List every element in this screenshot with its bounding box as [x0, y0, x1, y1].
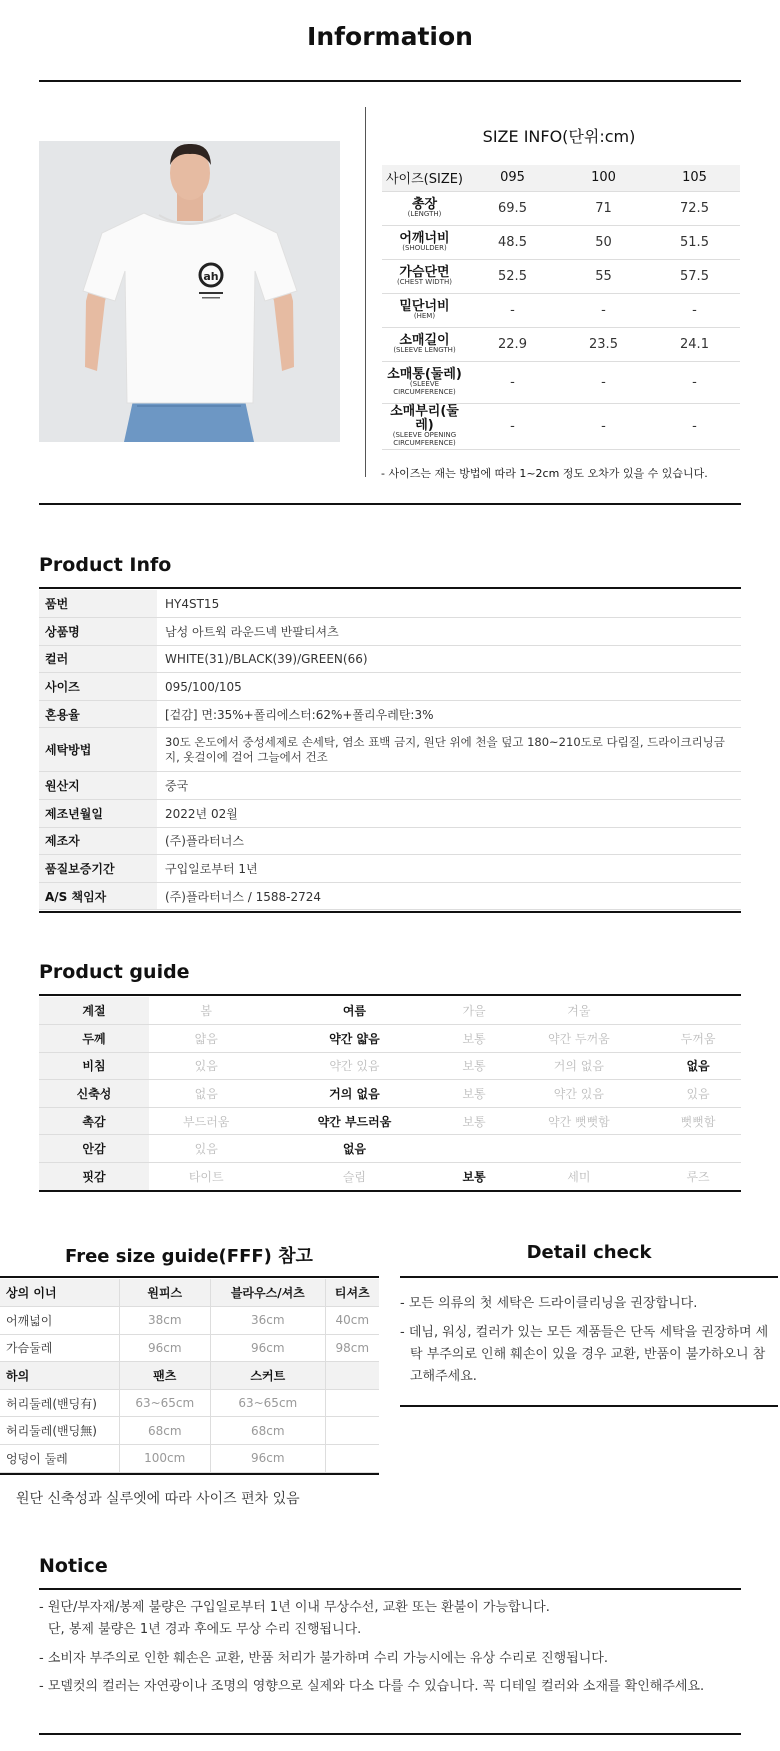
guide-key: 계절	[39, 997, 149, 1025]
guide-option: 약간 뻣뻣함	[503, 1107, 655, 1135]
size-row-length	[382, 191, 740, 225]
free-size-value: 63~65cm	[119, 1389, 211, 1417]
size-table-header	[382, 165, 740, 191]
notice-item: - 모델컷의 컬러는 자연광이나 조명의 영향으로 실제와 다소 다를 수 있습니다. 꼭 디테일 컬러와 소재를 확인해주세요.	[39, 1679, 705, 1694]
guide-row	[39, 1163, 741, 1191]
free-size-value: 38cm	[119, 1307, 211, 1335]
guide-row	[39, 1107, 741, 1135]
free-size-value: 100cm	[119, 1445, 211, 1473]
size-row-sublabel: (LENGTH)	[407, 210, 442, 219]
free-size-header-row	[0, 1362, 379, 1390]
free-size-value: 96cm	[119, 1334, 211, 1362]
size-value: -	[649, 403, 740, 449]
free-size-row	[0, 1417, 379, 1445]
guide-option	[655, 1135, 741, 1163]
free-size-row	[0, 1389, 379, 1417]
info-row	[39, 855, 741, 883]
size-row-sublabel: (SLEEVE OPENING CIRCUMFERENCE)	[392, 431, 457, 447]
size-row-sublabel: (SLEEVE CIRCUMFERENCE)	[393, 380, 456, 396]
divider	[0, 1473, 379, 1475]
divider	[39, 911, 741, 913]
size-value: 22.9	[467, 327, 558, 361]
size-value: 72.5	[649, 191, 740, 225]
size-value: -	[649, 293, 740, 327]
free-size-label: 허리둘레(밴딩無)	[0, 1417, 119, 1445]
size-header-label: 사이즈(SIZE)	[382, 165, 467, 191]
guide-row	[39, 1135, 741, 1163]
free-size-value: 68cm	[211, 1417, 326, 1445]
size-value: -	[558, 293, 649, 327]
size-value: 69.5	[467, 191, 558, 225]
guide-option: 겨울	[503, 997, 655, 1025]
size-header-095: 095	[467, 165, 558, 191]
free-size-row	[0, 1445, 379, 1473]
free-size-header-row	[0, 1279, 379, 1307]
guide-row	[39, 1080, 741, 1108]
free-size-row	[0, 1334, 379, 1362]
size-row-hem	[382, 293, 740, 327]
size-value: -	[467, 361, 558, 403]
guide-option: 슬림	[263, 1163, 445, 1191]
size-row-label: 밑단너비	[399, 298, 450, 314]
info-row	[39, 772, 741, 800]
info-value: 095/100/105	[157, 673, 741, 701]
free-size-note: 원단 신축성과 실루엣에 따라 사이즈 편차 있음	[16, 1491, 300, 1507]
size-value: 51.5	[649, 225, 740, 259]
info-value: (주)플라터너스	[157, 827, 741, 855]
info-key: 상품명	[39, 618, 157, 646]
guide-option: 보통	[445, 1080, 502, 1108]
info-row	[39, 882, 741, 910]
guide-option	[655, 997, 741, 1025]
size-value: -	[558, 403, 649, 449]
info-row	[39, 618, 741, 646]
free-size-value: 스커트	[211, 1362, 326, 1390]
product-info-title: Product Info	[39, 554, 172, 576]
detail-check-item: - 모든 의류의 첫 세탁은 드라이클리닝을 권장합니다.	[400, 1296, 698, 1311]
guide-option: 두꺼움	[655, 1025, 741, 1053]
size-value: 48.5	[467, 225, 558, 259]
guide-key: 두께	[39, 1025, 149, 1053]
info-row	[39, 645, 741, 673]
product-info-table	[39, 590, 741, 910]
guide-option: 없음	[655, 1052, 741, 1080]
info-value: [겉감] 면:35%+폴리에스터:62%+폴리우레탄:3%	[157, 700, 741, 728]
guide-option: 있음	[655, 1080, 741, 1108]
divider	[39, 587, 741, 589]
guide-option: 보통	[445, 1025, 502, 1053]
free-size-label: 하의	[0, 1362, 119, 1390]
size-value: 55	[558, 259, 649, 293]
guide-option: 얇음	[149, 1025, 263, 1053]
size-value: 24.1	[649, 327, 740, 361]
guide-key: 안감	[39, 1135, 149, 1163]
guide-row	[39, 1025, 741, 1053]
size-row-chest	[382, 259, 740, 293]
size-note: - 사이즈는 재는 방법에 따라 1~2cm 정도 오차가 있을 수 있습니다.	[381, 467, 708, 480]
guide-row	[39, 1052, 741, 1080]
notice-title: Notice	[39, 1555, 108, 1577]
info-key: A/S 책임자	[39, 882, 157, 910]
free-size-value	[325, 1417, 379, 1445]
guide-option: 여름	[263, 997, 445, 1025]
free-size-table	[0, 1279, 379, 1473]
size-value: -	[467, 403, 558, 449]
info-row	[39, 728, 741, 772]
divider	[400, 1276, 778, 1278]
guide-key: 신축성	[39, 1080, 149, 1108]
divider	[39, 1588, 741, 1590]
info-key: 품질보증기간	[39, 855, 157, 883]
size-row-sleeve-opening	[382, 403, 740, 449]
free-size-value: 96cm	[211, 1334, 326, 1362]
divider	[39, 503, 741, 505]
guide-option: 보통	[445, 1052, 502, 1080]
free-size-value: 96cm	[211, 1445, 326, 1473]
free-size-label: 허리둘레(밴딩有)	[0, 1389, 119, 1417]
info-row	[39, 827, 741, 855]
guide-option	[503, 1135, 655, 1163]
size-row-label: 소매부리(둘레)	[390, 404, 459, 433]
divider	[39, 1733, 741, 1735]
vertical-divider	[365, 107, 366, 477]
size-row-shoulder	[382, 225, 740, 259]
size-row-label: 소매통(둘레)	[387, 366, 462, 382]
divider	[39, 1190, 741, 1192]
size-header-100: 100	[558, 165, 649, 191]
info-key: 사이즈	[39, 673, 157, 701]
free-size-value: 티셔츠	[325, 1279, 379, 1307]
info-value: HY4ST15	[157, 590, 741, 618]
guide-key: 촉감	[39, 1107, 149, 1135]
free-size-value	[325, 1445, 379, 1473]
free-size-value: 68cm	[119, 1417, 211, 1445]
info-row	[39, 590, 741, 618]
guide-key: 비침	[39, 1052, 149, 1080]
guide-option: 세미	[503, 1163, 655, 1191]
guide-option	[445, 1135, 502, 1163]
detail-check-item: - 데님, 워싱, 컬러가 있는 모든 제품들은 단독 세탁을 권장하며 세탁 부주의로 인해 훼손이 있을 경우 교환, 반품이 불가하오니 참고해주세요.	[400, 1325, 769, 1384]
size-value: 50	[558, 225, 649, 259]
info-key: 혼용율	[39, 700, 157, 728]
info-key: 컬러	[39, 645, 157, 673]
info-value: WHITE(31)/BLACK(39)/GREEN(66)	[157, 645, 741, 673]
info-key: 제조년월일	[39, 800, 157, 828]
guide-option: 없음	[149, 1080, 263, 1108]
guide-option: 거의 없음	[263, 1080, 445, 1108]
detail-check-title: Detail check	[526, 1242, 652, 1263]
free-size-row	[0, 1307, 379, 1335]
size-row-label: 어깨너비	[399, 230, 450, 246]
size-value: 71	[558, 191, 649, 225]
info-row	[39, 673, 741, 701]
free-size-label: 엉덩이 둘레	[0, 1445, 119, 1473]
page-title: Information	[307, 22, 473, 51]
free-size-value: 원피스	[119, 1279, 211, 1307]
guide-option: 봄	[149, 997, 263, 1025]
free-size-value: 36cm	[211, 1307, 326, 1335]
info-value: 구입일로부터 1년	[157, 855, 741, 883]
size-value: -	[467, 293, 558, 327]
notice-item: - 소비자 부주의로 인한 훼손은 교환, 반품 처리가 불가하며 수리 가능시에는 유상 수리로 진행됩니다.	[39, 1651, 608, 1666]
info-row	[39, 700, 741, 728]
guide-option: 있음	[149, 1135, 263, 1163]
free-size-value: 블라우스/셔츠	[211, 1279, 326, 1307]
free-size-value: 팬츠	[119, 1362, 211, 1390]
free-size-label: 가슴둘레	[0, 1334, 119, 1362]
size-row-sleeve-length	[382, 327, 740, 361]
guide-option: 뻣뻣함	[655, 1107, 741, 1135]
guide-option: 있음	[149, 1052, 263, 1080]
guide-option: 약간 있음	[503, 1080, 655, 1108]
guide-option: 약간 두꺼움	[503, 1025, 655, 1053]
divider	[39, 994, 741, 996]
info-key: 원산지	[39, 772, 157, 800]
notice-item: 단, 봉제 불량은 1년 경과 후에도 무상 수리 진행됩니다.	[48, 1622, 362, 1637]
size-row-sleeve-circumference	[382, 361, 740, 403]
divider	[400, 1405, 778, 1407]
free-size-value	[325, 1362, 379, 1390]
model-illustration	[39, 141, 340, 442]
product-guide-title: Product guide	[39, 961, 190, 983]
free-size-label: 어깨넓이	[0, 1307, 119, 1335]
notice-item: - 원단/부자재/봉제 불량은 구입일로부터 1년 이내 무상수선, 교환 또는 환불이 가능합니다.	[39, 1600, 550, 1615]
divider	[39, 80, 741, 82]
info-key: 품번	[39, 590, 157, 618]
size-row-sublabel: (SHOULDER)	[402, 244, 447, 253]
guide-option: 보통	[445, 1107, 502, 1135]
chest-logo: ah	[203, 270, 219, 283]
info-value: 30도 온도에서 중성세제로 손세탁, 염소 표백 금지, 원단 위에 천을 덮고 180~210도로 다림질, 드라이크리닝금지, 옷걸이에 걸어 그늘에서 건조	[157, 728, 741, 772]
size-value: -	[558, 361, 649, 403]
guide-key: 핏감	[39, 1163, 149, 1191]
model-photo	[39, 141, 340, 442]
guide-option: 약간 부드러움	[263, 1107, 445, 1135]
free-size-label: 상의 이너	[0, 1279, 119, 1307]
size-value: 57.5	[649, 259, 740, 293]
size-table	[382, 165, 740, 450]
free-size-value	[325, 1389, 379, 1417]
size-row-sublabel: (CHEST WIDTH)	[397, 278, 452, 287]
info-row	[39, 800, 741, 828]
size-row-label: 총장	[411, 196, 438, 212]
free-size-value: 63~65cm	[211, 1389, 326, 1417]
size-value: -	[649, 361, 740, 403]
size-header-105: 105	[649, 165, 740, 191]
info-value: 2022년 02월	[157, 800, 741, 828]
size-value: 52.5	[467, 259, 558, 293]
guide-row	[39, 997, 741, 1025]
size-row-label: 소매길이	[399, 332, 450, 348]
divider	[0, 1276, 379, 1278]
guide-option: 가을	[445, 997, 502, 1025]
guide-option: 약간 얇음	[263, 1025, 445, 1053]
guide-option: 보통	[445, 1163, 502, 1191]
guide-option: 부드러움	[149, 1107, 263, 1135]
size-info-title: SIZE INFO(단위:cm)	[482, 127, 636, 146]
info-value: (주)플라터너스 / 1588-2724	[157, 882, 741, 910]
guide-option: 없음	[263, 1135, 445, 1163]
guide-option: 거의 없음	[503, 1052, 655, 1080]
free-size-value: 40cm	[325, 1307, 379, 1335]
size-value: 23.5	[558, 327, 649, 361]
guide-option: 루즈	[655, 1163, 741, 1191]
info-key: 세탁방법	[39, 728, 157, 772]
size-row-sublabel: (SLEEVE LENGTH)	[393, 346, 456, 355]
size-row-label: 가슴단면	[399, 264, 450, 280]
product-guide-table	[39, 997, 741, 1191]
info-value: 중국	[157, 772, 741, 800]
free-size-guide-title: Free size guide(FFF) 참고	[65, 1246, 313, 1267]
free-size-value: 98cm	[325, 1334, 379, 1362]
size-row-sublabel: (HEM)	[413, 312, 436, 321]
guide-option: 타이트	[149, 1163, 263, 1191]
guide-option: 약간 있음	[263, 1052, 445, 1080]
info-key: 제조자	[39, 827, 157, 855]
info-value: 남성 아트웍 라운드넥 반팔티셔츠	[157, 618, 741, 646]
